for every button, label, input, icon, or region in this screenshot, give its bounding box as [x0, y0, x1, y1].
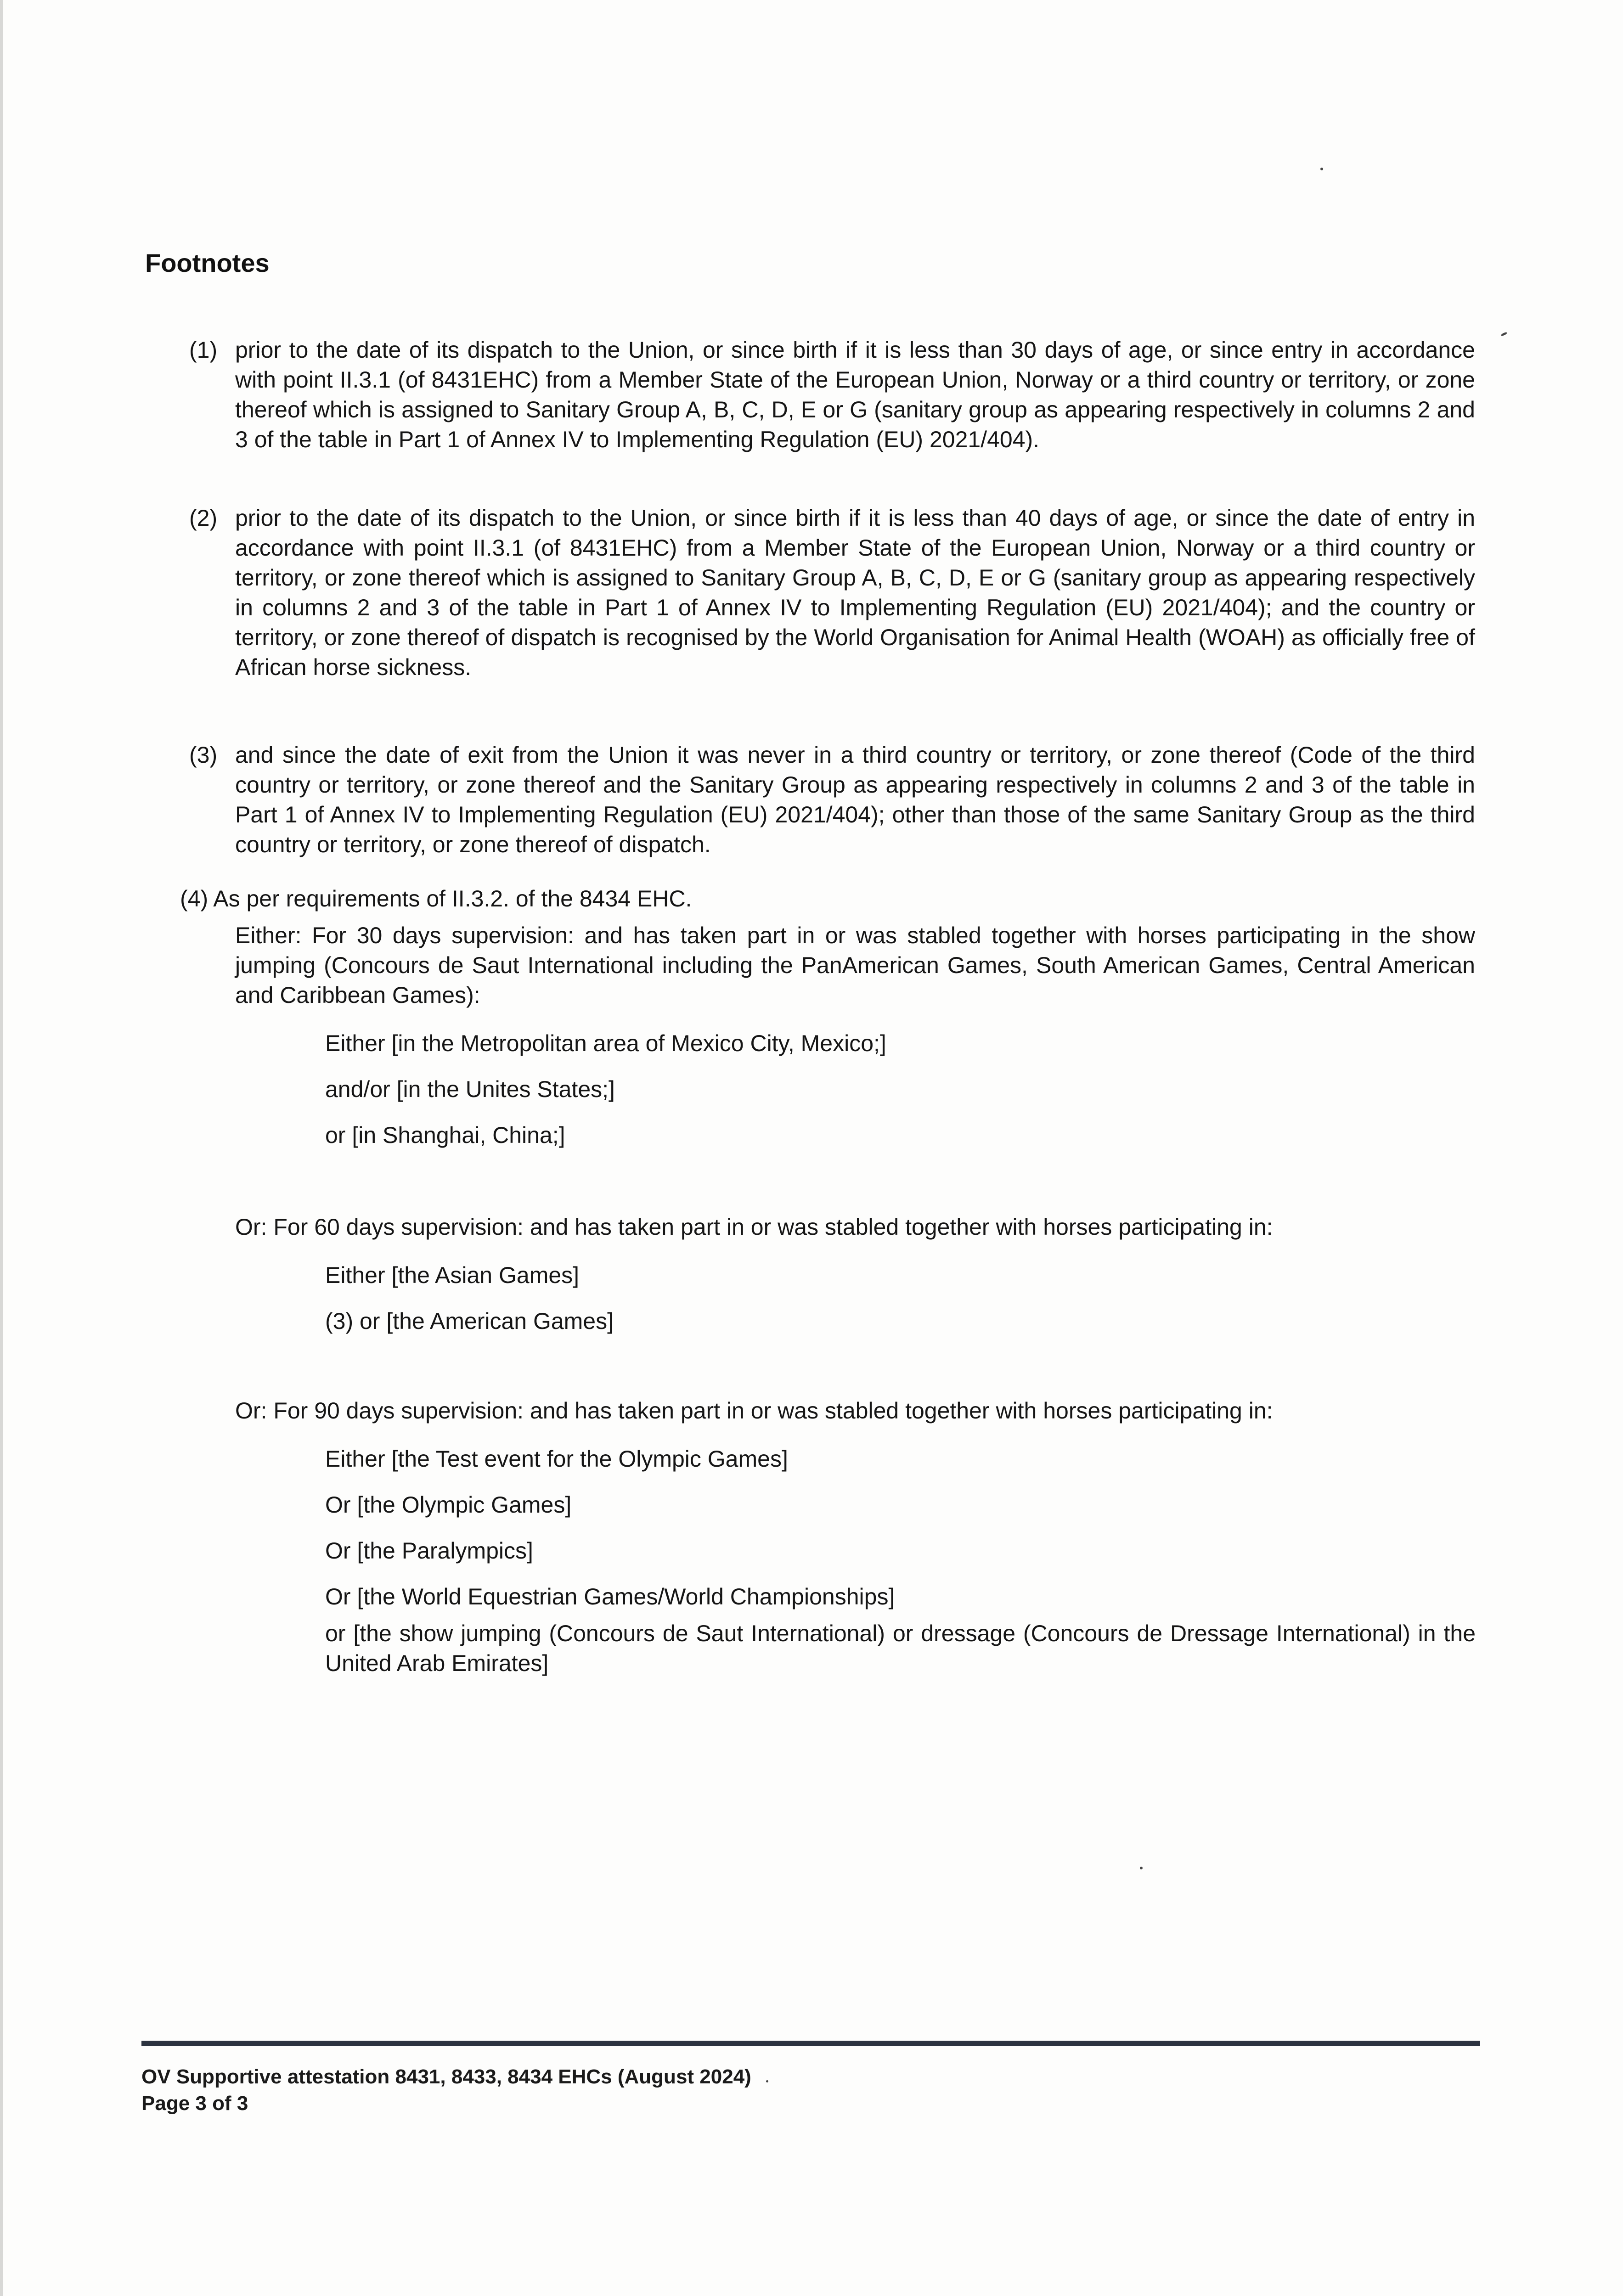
footnote-4-either-30-days: Either: For 30 days supervision: and has taken part in or was stabled together with horses participating in the show jumping (Concours de Saut International including the PanAmerican Games, South American Games, Central American and Caribbean Games):: [235, 923, 1475, 1008]
footnote-1-text: prior to the date of its dispatch to the Union, or since birth if it is less than 30 days of age, or since entry in accordance with point II.3.1 (of 8431EHC) from a Member State of the European Union, Norway or a third country or territory, or zone thereof which is assigned to Sanitary Group A, B, C, D, E or G (sanitary group as appearing respectively in columns 2 and 3 of the table in Part 1 of Annex IV to Implementing Regulation (EU) 2021/404).: [235, 337, 1475, 452]
footer-rule: [141, 2041, 1480, 2046]
list-60-item-1: Either [the Asian Games]: [325, 1262, 580, 1288]
list-90-item-2: Or [the Olympic Games]: [325, 1492, 572, 1518]
footnote-3-text: and since the date of exit from the Union it was never in a third country or territory, or zone thereof (Code of the third country or territory, or zone thereof and the Sanitary Group as appearing respectively in columns 2 and 3 of the table in Part 1 of Annex IV to Implementing Regulation (EU) 2021/404); other than those of the same Sanitary Group as the third country or territory, or zone thereof of dispatch.: [235, 742, 1475, 857]
list-60-item-2: (3) or [the American Games]: [325, 1308, 614, 1334]
footer-attestation-title: OV Supportive attestation 8431, 8433, 8434 EHCs (August 2024): [141, 2065, 751, 2088]
list-90-item-4: Or [the World Equestrian Games/World Championships]: [325, 1584, 895, 1609]
footnote-4-title: (4) As per requirements of II.3.2. of the 8434 EHC.: [180, 886, 692, 912]
footnotes-heading: Footnotes: [145, 248, 270, 277]
footnote-3-number: (3): [189, 742, 218, 768]
scan-speck: [1140, 1867, 1143, 1869]
list-90-item-5: or [the show jumping (Concours de Saut International) or dressage (Concours de Dressage International) in the United Arab Emirates]: [325, 1621, 1476, 1676]
footnote-1-number: (1): [189, 337, 218, 363]
footnote-4-or-90-days: Or: For 90 days supervision: and has taken part in or was stabled together with horses participating in:: [235, 1398, 1273, 1424]
scan-speck: [1320, 168, 1323, 170]
scan-speck: [766, 2080, 768, 2082]
scan-edge: [0, 0, 3, 2296]
list-90-item-1: Either [the Test event for the Olympic Games]: [325, 1446, 788, 1472]
list-30-item-2: and/or [in the Unites States;]: [325, 1076, 615, 1102]
scan-speck: [1501, 332, 1508, 336]
list-30-item-1: Either [in the Metropolitan area of Mexico City, Mexico;]: [325, 1030, 886, 1056]
list-30-item-3: or [in Shanghai, China;]: [325, 1122, 565, 1148]
footnote-2-text: prior to the date of its dispatch to the Union, or since birth if it is less than 40 days of age, or since the date of entry in accordance with point II.3.1 (of 8431EHC) from a Member State of the European Union, Norway or a third country or territory, or zone thereof which is assigned to Sanitary Group A, B, C, D, E or G (sanitary group as appearing respectively in columns 2 and 3 of the table in Part 1 of Annex IV to Implementing Regulation (EU) 2021/404); and the country or territory, or zone thereof of dispatch is recognised by the World Organisation for Animal Health (WOAH) as officially free of African horse sickness.: [235, 505, 1475, 680]
footnote-4-or-60-days: Or: For 60 days supervision: and has taken part in or was stabled together with horses participating in:: [235, 1214, 1273, 1240]
footnote-2-number: (2): [189, 505, 218, 531]
list-90-item-3: Or [the Paralympics]: [325, 1538, 533, 1564]
footer-page-number: Page 3 of 3: [141, 2092, 248, 2115]
